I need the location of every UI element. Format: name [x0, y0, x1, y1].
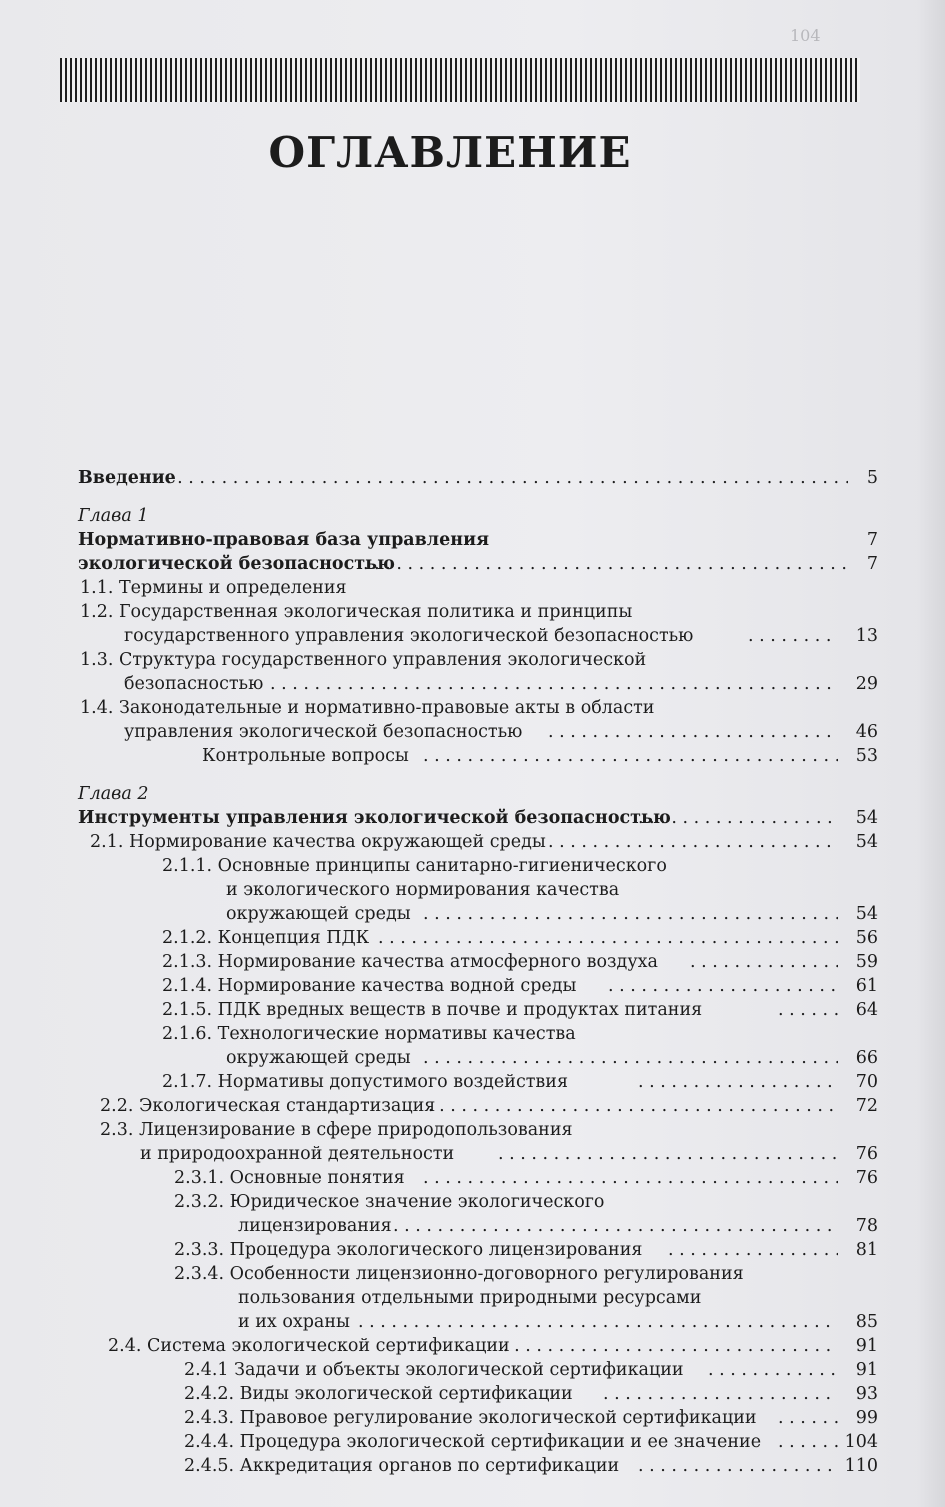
toc-entry-text: 2.1.4. Нормирование качества водной среды: [162, 976, 577, 996]
toc-entry-text: 2.1.6. Технологические нормативы качества: [162, 1024, 576, 1044]
toc-entry: [78, 1360, 878, 1384]
toc-entry: [78, 626, 878, 650]
toc-page: 91: [855, 1336, 878, 1356]
toc-entry-text: пользования отдельными природными ресурсами: [238, 1288, 702, 1308]
toc-leader: [428, 1096, 838, 1116]
toc-page: 7: [866, 554, 878, 574]
toc-entry: [78, 1264, 878, 1288]
toc-page: 76: [855, 1144, 878, 1164]
toc-entry: [78, 976, 878, 1000]
toc-page: 54: [855, 832, 878, 852]
toc-entry-text: 2.1.5. ПДК вредных веществ в почве и продуктах питания: [162, 1000, 703, 1020]
toc-entry-text: 2.3.3. Процедура экологического лицензирования: [174, 1240, 643, 1260]
toc-leader: [503, 1336, 838, 1356]
toc-page: 104: [844, 1432, 878, 1452]
toc-leader: [608, 976, 838, 996]
toc-entry-text: управления экологической безопасностью: [124, 722, 523, 742]
toc-leader: [423, 746, 838, 766]
toc-leader: [363, 554, 848, 574]
toc-entry-text: 1.1. Термины и определения: [80, 578, 347, 598]
toc-leader: [548, 722, 838, 742]
toc-page: 5: [866, 468, 878, 488]
toc-entry: [78, 904, 878, 928]
toc-entry-text: 1.2. Государственная экологическая политика и принципы: [80, 602, 633, 622]
toc-page: 29: [855, 674, 878, 694]
toc-entry: [78, 952, 878, 976]
toc-entry: [78, 1456, 878, 1480]
toc-leader: [166, 468, 848, 488]
toc-entry: [78, 468, 878, 492]
toc-entry-text: 2.4. Система экологической сертификации: [108, 1336, 510, 1356]
toc-entry-text: и природоохранной деятельности: [140, 1144, 455, 1164]
toc-entry-text: окружающей среды: [226, 904, 411, 924]
toc-page: 93: [855, 1384, 878, 1404]
toc-entry-text: 2.1.3. Нормирование качества атмосферного воздуха: [162, 952, 658, 972]
toc-entry: [78, 808, 878, 832]
toc-entry: [78, 1216, 878, 1240]
toc-page: 110: [844, 1456, 878, 1476]
toc-page: 59: [855, 952, 878, 972]
toc-entry: [78, 928, 878, 952]
toc-entry: [78, 650, 878, 674]
toc-entry-text: лицензирования: [238, 1216, 392, 1236]
toc-page: 70: [855, 1072, 878, 1092]
toc-entry-text: 2.1.7. Нормативы допустимого воздействия: [162, 1072, 568, 1092]
toc-entry: [78, 1312, 878, 1336]
toc-entry: [78, 1432, 878, 1456]
toc-entry-text: экологической безопасностью: [78, 554, 395, 574]
toc-page: 56: [855, 928, 878, 948]
toc-leader: [638, 808, 838, 828]
toc-page: 53: [855, 746, 878, 766]
toc-page: 85: [855, 1312, 878, 1332]
toc-entry: [78, 1384, 878, 1408]
toc-entry: [78, 1192, 878, 1216]
toc-entry-text: 2.4.1 Задачи и объекты экологической сертификации: [184, 1360, 684, 1380]
toc-page: 7: [866, 530, 878, 550]
chapter-label: [78, 506, 878, 530]
toc-page: 54: [855, 808, 878, 828]
toc-entry-text: окружающей среды: [226, 1048, 411, 1068]
toc-leader: [393, 1216, 838, 1236]
toc-entry: [78, 1288, 878, 1312]
toc-entry: [78, 554, 878, 578]
toc-entry: [78, 746, 878, 770]
toc-entry: [78, 832, 878, 856]
toc-leader: [378, 928, 838, 948]
toc-entry: [78, 578, 878, 602]
toc-leader: [668, 1240, 838, 1260]
toc-leader: [270, 674, 838, 694]
toc-leader: [638, 1072, 838, 1092]
toc-page: 81: [855, 1240, 878, 1260]
toc-entry-text: Введение: [78, 468, 176, 488]
toc-entry-text: 2.1.2. Концепция ПДК: [162, 928, 370, 948]
toc-entry: [78, 1024, 878, 1048]
toc-entry: [78, 1144, 878, 1168]
toc-page: 66: [855, 1048, 878, 1068]
toc-entry-text: 2.3. Лицензирование в сфере природопользования: [100, 1120, 573, 1140]
toc-leader: [708, 1360, 838, 1380]
toc-leader: [423, 1168, 838, 1188]
toc-entry-text: Инструменты управления экологической безопасностью: [78, 808, 671, 828]
toc-leader: [423, 1048, 838, 1068]
toc-page: 99: [855, 1408, 878, 1428]
toc-entry: [78, 1240, 878, 1264]
toc-entry: [78, 1408, 878, 1432]
toc-entry-text: 2.1.1. Основные принципы санитарно-гигиенического: [162, 856, 667, 876]
toc-leader: [498, 1144, 838, 1164]
toc-entry: [78, 1168, 878, 1192]
toc-entry-text: 2.1. Нормирование качества окружающей среды: [90, 832, 546, 852]
toc-entry: [78, 674, 878, 698]
toc-entry-text: Нормативно-правовая база управления: [78, 530, 489, 550]
toc-entry-text: 1.4. Законодательные и нормативно-правовые акты в области: [80, 698, 655, 718]
toc-entry: [78, 602, 878, 626]
page-title: ОГЛАВЛЕНИЕ: [268, 128, 632, 177]
toc-entry: [78, 1336, 878, 1360]
page-number: 104: [790, 26, 821, 45]
toc-entry-text: 2.4.2. Виды экологической сертификации: [184, 1384, 573, 1404]
toc-entry-text: и их охраны: [238, 1312, 350, 1332]
toc-entry: [78, 1120, 878, 1144]
toc-leader: [603, 1384, 838, 1404]
toc-leader: [778, 1408, 838, 1428]
toc-page: 54: [855, 904, 878, 924]
toc-leader: [748, 626, 838, 646]
toc-entry: [78, 1096, 878, 1120]
toc-leader: [778, 1000, 838, 1020]
toc-entry-text: 2.3.2. Юридическое значение экологического: [174, 1192, 605, 1212]
toc-leader: [778, 1432, 838, 1452]
toc-entry: [78, 722, 878, 746]
toc-leader: [423, 904, 838, 924]
toc-entry-text: 2.3.1. Основные понятия: [174, 1168, 405, 1188]
toc-entry-text: государственного управления экологической безопасностью: [124, 626, 694, 646]
toc-page: 72: [855, 1096, 878, 1116]
toc-entry-text: 1.3. Структура государственного управления экологической: [80, 650, 647, 670]
toc-entry: [78, 530, 878, 554]
toc-page: 78: [855, 1216, 878, 1236]
toc-entry-text: 2.4.4. Процедура экологической сертификации и ее значение: [184, 1432, 762, 1452]
toc-page: 46: [855, 722, 878, 742]
toc-leader: [358, 1312, 838, 1332]
toc-leader: [638, 1456, 838, 1476]
toc-page: 64: [855, 1000, 878, 1020]
toc-entry: [78, 698, 878, 722]
toc-entry-text: 2.3.4. Особенности лицензионно-договорного регулирования: [174, 1264, 744, 1284]
toc-entry-text: Контрольные вопросы: [202, 746, 409, 766]
toc-entry-text: безопасностью: [124, 674, 264, 694]
toc-entry: [78, 1000, 878, 1024]
toc-entry-text: Глава 1: [78, 506, 149, 526]
toc-page: 91: [855, 1360, 878, 1380]
toc-leader: [690, 952, 838, 972]
toc-page: 13: [855, 626, 878, 646]
toc-entry-text: и экологического нормирования качества: [226, 880, 620, 900]
chapter-label: [78, 784, 878, 808]
page-fold-shadow: [917, 0, 945, 1507]
toc-entry-text: Глава 2: [78, 784, 149, 804]
toc-entry-text: 2.4.5. Аккредитация органов по сертификации: [184, 1456, 620, 1476]
toc-entry: [78, 856, 878, 880]
toc-entry: [78, 1072, 878, 1096]
toc-entry: [78, 880, 878, 904]
toc-leader: [548, 832, 838, 852]
toc-entry-text: 2.2. Экологическая стандартизация: [100, 1096, 436, 1116]
table-of-contents: [78, 468, 878, 1480]
barcode-strip: [60, 58, 860, 102]
toc-entry: [78, 1048, 878, 1072]
toc-page: 61: [855, 976, 878, 996]
toc-entry-text: 2.4.3. Правовое регулирование экологической сертификации: [184, 1408, 757, 1428]
toc-page: 76: [855, 1168, 878, 1188]
